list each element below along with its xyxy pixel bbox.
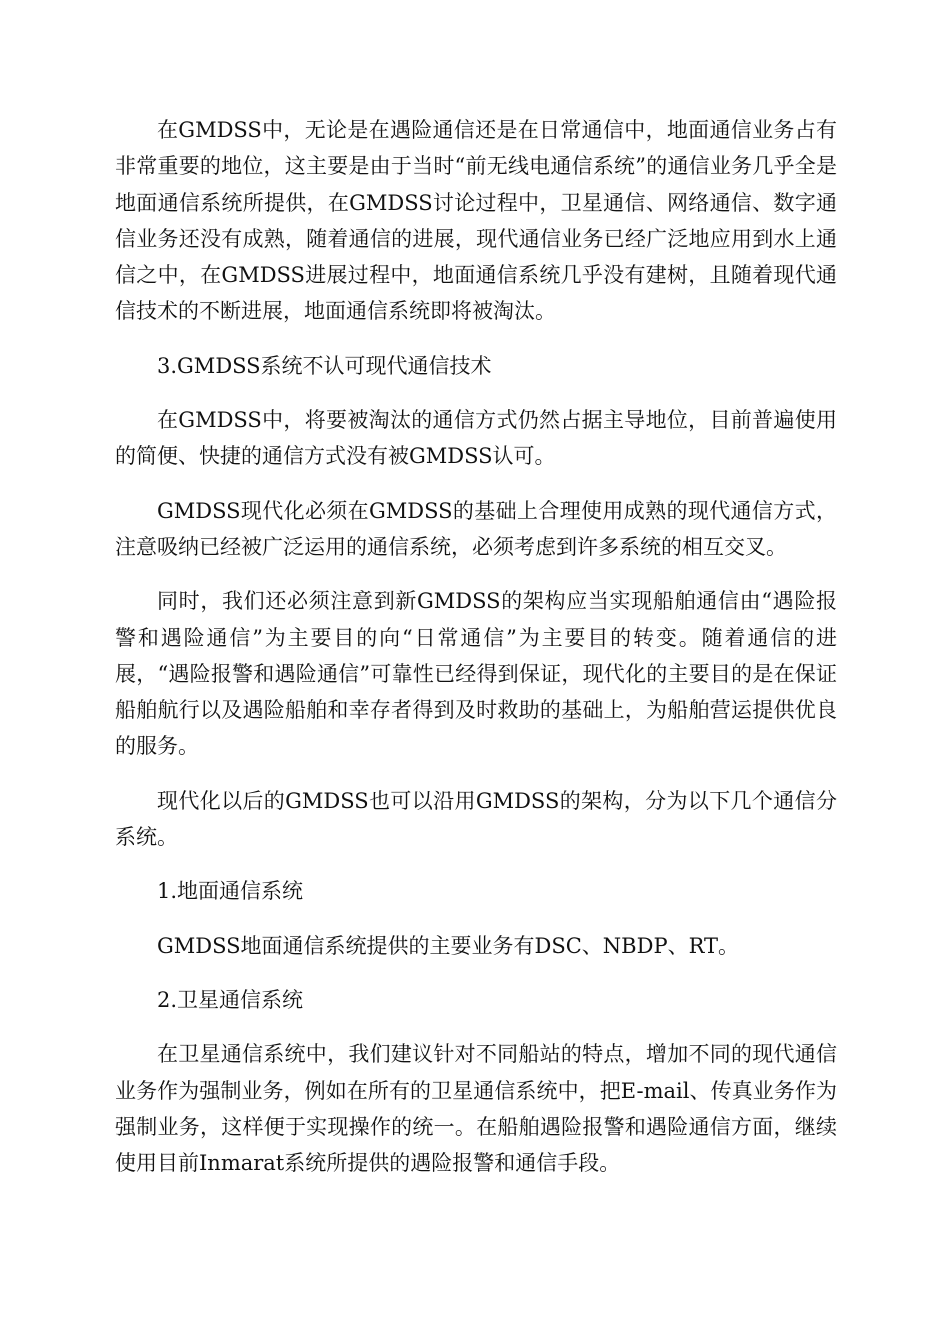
paragraph-terrestrial-importance: 在GMDSS中，无论是在遇险通信还是在日常通信中，地面通信业务占有非常重要的地位，这主要是由于当时“前无线电通信系统”的通信业务几乎全是地面通信系统所提供，在GMDSS讨论过程中，卫星通信、网络通信、数字通信业务还没有成熟，随着通信的进展，现代通信业务已经广泛地应用到水上通信之中，在GMDSS进展过程中，地面通信系统几乎没有建树，且随着现代通信技术的不断进展，地面通信系统即将被淘汰。 (115, 118, 837, 324)
paragraph-subsystems-intro: 现代化以后的GMDSS也可以沿用GMDSS的架构，分为以下几个通信分系统。 (115, 788, 837, 850)
section-heading-satellite: 2.卫星通信系统 (157, 987, 304, 1012)
section-heading-terrestrial: 1.地面通信系统 (157, 879, 304, 904)
paragraph-terrestrial-services: GMDSS地面通信系统提供的主要业务有DSC、NBDP、RT。 (157, 933, 740, 958)
paragraph-outdated-methods: 在GMDSS中，将要被淘汰的通信方式仍然占据主导地位，目前普遍使用的简便、快捷的通信方式没有被GMDSS认可。 (115, 408, 837, 469)
document-page (115, 112, 837, 1199)
paragraph-architecture-shift: 同时，我们还必须注意到新GMDSS的架构应当实现船舶通信由“遇险报警和遇险通信”为主要目的向“日常通信”为主要目的转变。随着通信的进展，“遇险报警和遇险通信”可靠性已经得到保证，现代化的主要目的是在保证船舶航行以及遇险船舶和幸存者得到及时救助的基础上，为船舶营运提供优良的服务。 (115, 589, 837, 759)
paragraph-satellite-services: 在卫星通信系统中，我们建议针对不同船站的特点，增加不同的现代通信业务作为强制业务，例如在所有的卫星通信系统中，把E-mail、传真业务作为强制业务，这样便于实现操作的统一。在船舶遇险报警和遇险通信方面，继续使用目前Inmarat系统所提供的遇险报警和通信手段。 (115, 1042, 837, 1176)
paragraph-modernization-basis: GMDSS现代化必须在GMDSS的基础上合理使用成熟的现代通信方式，注意吸纳已经被广泛运用的通信系统，必须考虑到许多系统的相互交叉。 (115, 498, 837, 559)
section-heading-3: 3.GMDSS系统不认可现代通信技术 (157, 353, 492, 378)
